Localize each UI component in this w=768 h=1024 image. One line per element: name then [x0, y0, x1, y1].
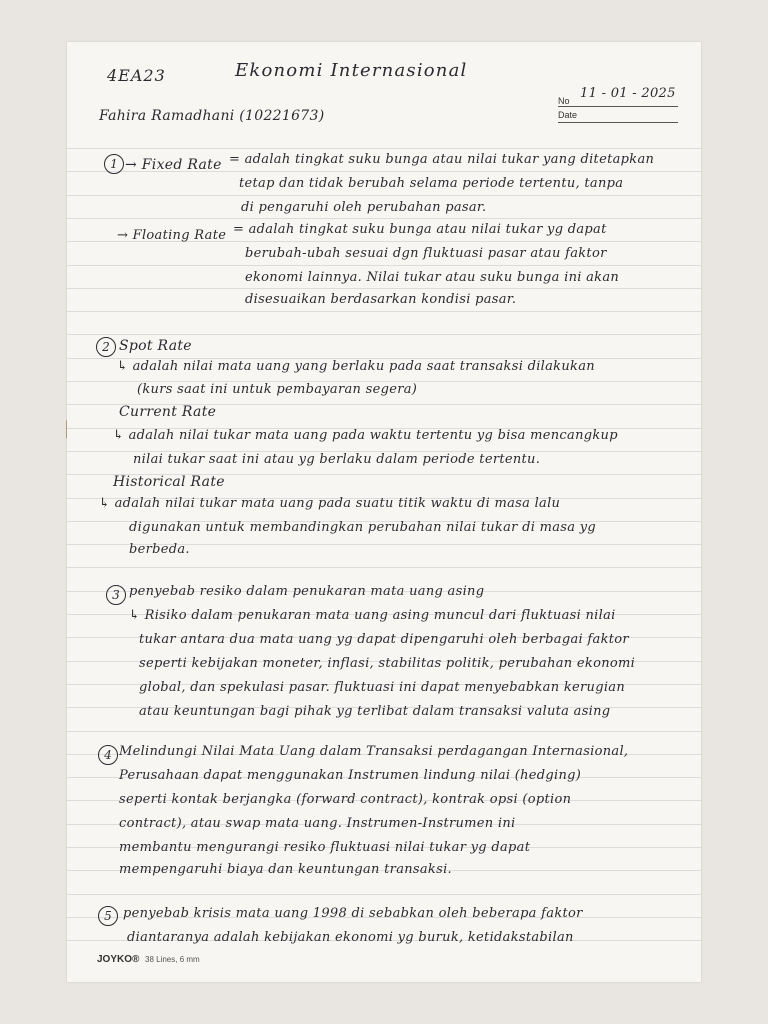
spot-rate-line: ↳ adalah nilai mata uang yang berlaku pada saat transaksi dilakukan [117, 359, 595, 374]
historical-rate-line: berbeda. [129, 542, 190, 557]
ruled-line [67, 288, 701, 289]
floating-rate-line: berubah-ubah sesuai dgn fluktuasi pasar atau faktor [245, 246, 607, 261]
no-underline [558, 106, 678, 107]
fixed-rate-term: → Fixed Rate [125, 157, 222, 173]
class-code: 4EA23 [107, 66, 166, 85]
ruled-line [67, 148, 701, 149]
section4-line: contract), atau swap mata uang. Instrumen-Instrumen ini [119, 816, 516, 831]
ruled-line [67, 195, 701, 196]
section-number-3: 3 [106, 585, 126, 605]
date-label: Date [558, 110, 578, 120]
notebook-page [67, 42, 701, 982]
fixed-rate-line: = adalah tingkat suku bunga atau nilai tukar yang ditetapkan [229, 152, 655, 167]
floating-rate-term: → Floating Rate [117, 228, 227, 243]
floating-rate-line: ekonomi lainnya. Nilai tukar atau suku bunga ini akan [245, 270, 620, 285]
current-rate-line: ↳ adalah nilai tukar mata uang pada waktu tertentu yg bisa mencangkup [113, 428, 618, 443]
historical-rate-line: digunakan untuk membandingkan perubahan nilai tukar di masa yg [129, 520, 596, 535]
date-value: 11 - 01 - 2025 [580, 86, 676, 101]
paper-spec: 38 Lines, 6 mm [145, 955, 200, 964]
section4-line: Melindungi Nilai Mata Uang dalam Transaksi perdagangan Internasional, [119, 744, 629, 759]
section-number-2: 2 [96, 337, 116, 357]
section4-line: membantu mengurangi resiko fluktuasi nilai tukar yg dapat [119, 840, 531, 855]
student-name: Fahira Ramadhani (10221673) [99, 108, 325, 124]
ruled-line [67, 731, 701, 732]
section3-line: seperti kebijakan moneter, inflasi, stabilitas politik, perubahan ekonomi [139, 656, 636, 671]
floating-rate-line: disesuaikan berdasarkan kondisi pasar. [245, 292, 517, 307]
fixed-rate-line: di pengaruhi oleh perubahan pasar. [241, 200, 487, 215]
section4-line: seperti kontak berjangka (forward contract), kontrak opsi (option [119, 792, 572, 807]
section3-line: global, dan spekulasi pasar. fluktuasi ini dapat menyebabkan kerugian [139, 680, 625, 695]
ruled-line [67, 334, 701, 335]
current-rate-title: Current Rate [119, 404, 217, 420]
section5-line: penyebab krisis mata uang 1998 di sebabkan oleh beberapa faktor [123, 906, 583, 921]
section3-line: ↳ Risiko dalam penukaran mata uang asing muncul dari fluktuasi nilai [129, 608, 616, 623]
date-underline [558, 122, 678, 123]
section3-line: tukar antara dua mata uang yg dapat dipengaruhi oleh berbagai faktor [139, 632, 629, 647]
section-number-5: 5 [98, 906, 118, 926]
section-number-1: 1 [104, 154, 124, 174]
section3-line: atau keuntungan bagi pihak yg terlibat dalam transaksi valuta asing [139, 704, 611, 719]
historical-rate-line: ↳ adalah nilai tukar mata uang pada suatu titik waktu di masa lalu [99, 496, 561, 511]
spot-rate-title: Spot Rate [119, 338, 192, 354]
fixed-rate-line: tetap dan tidak berubah selama periode tertentu, tanpa [239, 176, 624, 191]
no-label: No [558, 96, 570, 106]
section-number-4: 4 [98, 745, 118, 765]
ruled-line [67, 265, 701, 266]
section3-title: penyebab resiko dalam penukaran mata uang asing [129, 584, 485, 599]
spot-rate-line: (kurs saat ini untuk pembayaran segera) [137, 382, 418, 397]
section5-line: diantaranya adalah kebijakan ekonomi yg buruk, ketidakstabilan [127, 930, 574, 945]
ruled-line [67, 311, 701, 312]
section4-line: mempengaruhi biaya dan keuntungan transaksi. [119, 862, 452, 877]
page-title: Ekonomi Internasional [235, 60, 468, 81]
ruled-line [67, 218, 701, 219]
historical-rate-title: Historical Rate [113, 474, 225, 490]
ruled-line [67, 894, 701, 895]
brand-logo: JOYKO® [97, 954, 140, 965]
floating-rate-line: = adalah tingkat suku bunga atau nilai tukar yg dapat [233, 222, 607, 237]
ruled-line [67, 567, 701, 568]
current-rate-line: nilai tukar saat ini atau yg berlaku dalam periode tertentu. [133, 452, 541, 467]
section4-line: Perusahaan dapat menggunakan Instrumen lindung nilai (hedging) [119, 768, 582, 783]
